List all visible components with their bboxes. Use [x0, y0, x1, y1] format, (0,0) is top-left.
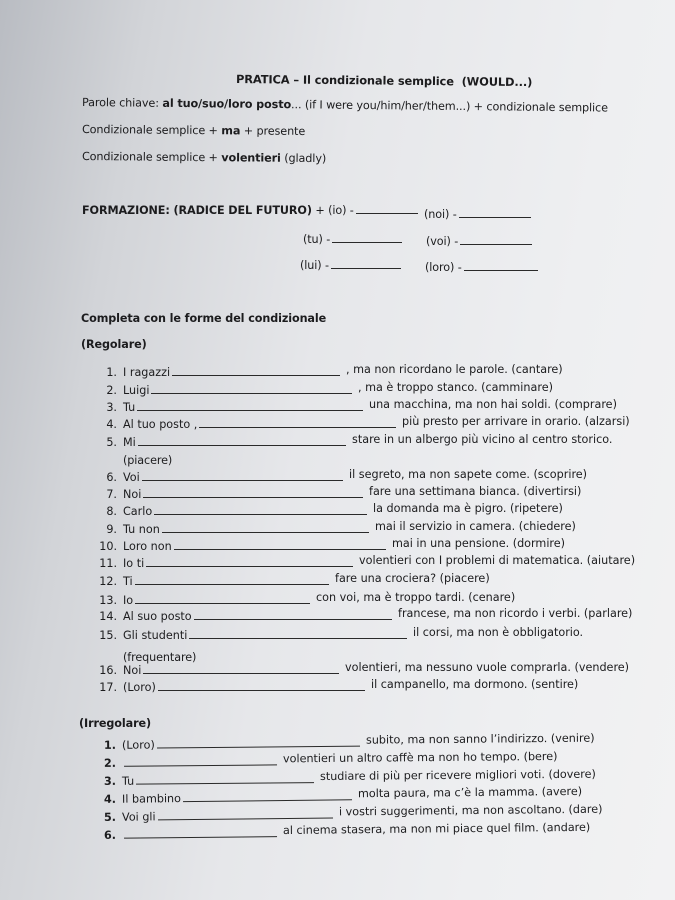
regolare-exercise-2 [95, 381, 675, 397]
exercise-number: 9. [106, 523, 117, 536]
exercise-tail: una macchina, ma non hai soldi. (comprare) [369, 398, 617, 411]
page-title [236, 73, 532, 89]
exercise-number: 13. [99, 594, 117, 607]
answer-blank[interactable] [136, 773, 314, 785]
exercise-lead: Luigi [123, 384, 150, 397]
regolare-exercise-7 [95, 485, 675, 501]
answer-blank[interactable] [172, 366, 340, 376]
exercise-lead: Tu [121, 774, 135, 788]
exercise-lead: Al suo posto [123, 610, 192, 623]
answer-blank[interactable] [158, 809, 333, 821]
formazione-lui [300, 259, 403, 272]
rule-ma-pre: Condizionale semplice + [81, 123, 218, 138]
formazione-voi [426, 235, 534, 248]
regolare-exercise-5 [95, 433, 675, 449]
exercise-tail: al cinema stasera, ma non mi piace quel film. (andare) [282, 820, 591, 838]
answer-blank[interactable] [189, 629, 407, 639]
exercise-lead: Mi [123, 436, 136, 449]
formazione-loro [425, 261, 540, 274]
exercise-lead: Noi [123, 664, 142, 677]
formazione-noi-label: (noi) - [424, 208, 457, 221]
exercise-number: 1. [106, 366, 117, 379]
answer-blank[interactable] [138, 436, 346, 446]
rule-ma-post: + presente [243, 124, 306, 138]
exercise-number: 12. [99, 575, 117, 588]
exercise-continuation: (piacere) [123, 454, 173, 467]
exercise-lead: I ragazzi [123, 366, 171, 379]
answer-blank[interactable] [154, 505, 367, 515]
blank-lui[interactable] [331, 259, 401, 269]
rule-volentieri-post: (gladly) [284, 151, 327, 166]
blank-io[interactable] [356, 204, 418, 214]
exercise-tail: , ma è troppo stanco. (camminare) [358, 381, 553, 394]
exercise-lead: Io [123, 594, 134, 607]
exercise-number: 16. [99, 664, 117, 677]
answer-blank[interactable] [143, 488, 363, 498]
exercise-lead: (Loro) [123, 681, 156, 694]
exercise-number: 1. [103, 738, 117, 752]
exercise-lead: Carlo [123, 505, 153, 518]
exercise-tail: subito, ma non sanno l’indirizzo. (venire) [365, 731, 595, 747]
exercise-tail: stare in un albergo più vicino al centro storico. [352, 433, 613, 446]
answer-blank[interactable] [137, 401, 363, 411]
exercise-lead: Voi [123, 471, 140, 484]
formazione-loro-label: (loro) - [425, 261, 462, 274]
answer-blank[interactable] [158, 681, 365, 691]
regolare-exercise-17 [95, 678, 675, 694]
keywords-bold: al tuo/suo/loro posto [162, 96, 292, 112]
answer-blank[interactable] [151, 384, 352, 394]
exercise-number: 3. [106, 401, 117, 414]
formazione-tu [303, 233, 404, 246]
answer-blank[interactable] [135, 575, 329, 585]
answer-blank[interactable] [124, 827, 277, 839]
exercise-number: 2. [106, 384, 117, 397]
exercise-lead: Al tuo posto , [123, 418, 198, 431]
exercise-number: 11. [99, 557, 117, 570]
title-suffix: (WOULD...) [461, 74, 533, 90]
exercise-number: 8. [106, 505, 117, 518]
regolare-exercise-11 [95, 554, 675, 570]
exercise-tail: francese, ma non ricordo i verbi. (parlare) [398, 607, 633, 620]
exercise-continuation: (frequentare) [123, 651, 197, 664]
regolare-exercise-16 [95, 661, 675, 677]
exercise-number: 5. [103, 810, 117, 824]
regolare-exercise-3 [95, 398, 675, 414]
answer-blank[interactable] [199, 418, 396, 428]
exercise-tail: il segreto, ma non sapete come. (scoprire) [349, 468, 588, 481]
exercise-lead: Noi [123, 488, 142, 501]
rule-volentieri-bold: volentieri [221, 151, 281, 165]
exercise-lead: Gli studenti [123, 629, 188, 642]
exercise-number: 15. [99, 629, 117, 642]
exercise-number: 6. [103, 828, 117, 842]
blank-tu[interactable] [332, 233, 402, 243]
answer-blank[interactable] [124, 755, 277, 766]
regolare-heading: (Regolare) [81, 338, 147, 351]
exercise-tail: la domanda ma è pigro. (ripetere) [373, 502, 563, 515]
exercise-lead: Ti [123, 575, 133, 588]
formazione-io: (io) - [328, 204, 354, 217]
rule-volentieri-pre: Condizionale semplice + [81, 150, 218, 165]
exercise-number: 17. [99, 681, 117, 694]
exercise-lead: Tu [123, 401, 136, 414]
answer-blank[interactable] [174, 540, 386, 550]
formazione-label: FORMAZIONE: (RADICE DEL FUTURO) [82, 204, 312, 217]
exercise-tail: molta paura, ma c’è la mamma. (avere) [357, 784, 583, 801]
blank-loro[interactable] [464, 261, 538, 271]
regolare-exercise-9 [95, 520, 675, 536]
exercise-tail: i vostri suggerimenti, ma non ascoltano. (dare) [338, 802, 603, 819]
exercise-tail: il campanello, ma dormono. (sentire) [371, 678, 579, 691]
irregolare-exercise-6 [94, 820, 675, 842]
exercise-number: 10. [99, 540, 117, 553]
exercise-tail: fare una crociera? (piacere) [335, 572, 490, 585]
regolare-exercise-13 [95, 591, 675, 607]
regolare-exercise-12 [95, 572, 675, 588]
exercise-tail: mai in una pensione. (dormire) [392, 537, 566, 550]
exercise-tail: mai il servizio in camera. (chiedere) [375, 520, 576, 533]
exercise-tail: , ma non ricordano le parole. (cantare) [346, 363, 563, 376]
exercise-number: 7. [106, 488, 117, 501]
instructions: Completa con le forme del condizionale [81, 312, 327, 325]
exercise-lead: Voi gli [121, 810, 156, 824]
irregolare-exercise-1 [94, 731, 675, 752]
exercise-lead: Tu non [123, 523, 160, 536]
regolare-exercise-8 [95, 502, 675, 518]
exercise-number: 5. [106, 436, 117, 449]
formazione-plus: + [315, 204, 325, 217]
regolare-exercise-6 [95, 468, 675, 484]
exercise-number: 4. [106, 418, 117, 431]
exercise-tail: più presto per arrivare in orario. (alzarsi) [402, 415, 630, 428]
regolare-exercise-15 [95, 626, 675, 642]
answer-blank[interactable] [157, 737, 360, 749]
formazione-voi-label: (voi) - [426, 235, 459, 248]
exercise-tail: volentieri un altro caffè ma non ho tempo. (bere) [282, 749, 558, 766]
exercise-tail: fare una settimana bianca. (divertirsi) [369, 485, 582, 498]
exercise-number: 6. [106, 471, 117, 484]
formazione-lui-label: (lui) - [300, 259, 329, 272]
exercise-number: 4. [103, 792, 117, 806]
answer-blank[interactable] [162, 523, 369, 533]
answer-blank[interactable] [183, 790, 352, 802]
answer-blank[interactable] [194, 610, 392, 620]
keywords-rest: ... (if I were you/him/her/them...) + condizionale semplice [290, 98, 608, 115]
blank-voi[interactable] [460, 235, 532, 245]
exercise-lead: Il bambino [121, 792, 182, 806]
formazione-row-1 [82, 204, 420, 217]
exercise-tail: con voi, ma è troppo tardi. (cenare) [316, 591, 516, 604]
answer-blank[interactable] [135, 594, 310, 604]
answer-blank[interactable] [146, 557, 353, 567]
irregolare-heading: (Irregolare) [79, 717, 151, 730]
irregolare-exercise-3 [94, 767, 675, 788]
rule-ma [82, 123, 305, 138]
formazione-noi [424, 208, 533, 221]
rule-volentieri [82, 150, 326, 165]
exercise-tail: il corsi, ma non è obbligatorio. [413, 626, 584, 639]
regolare-exercise-10 [95, 537, 675, 553]
regolare-exercise-1 [95, 363, 675, 379]
title-text: PRATICA – Il condizionale semplice [235, 72, 454, 89]
exercise-tail: volentieri con I problemi di matematica. (aiutare) [359, 554, 636, 567]
regolare-exercise-4 [95, 415, 675, 431]
exercise-tail: volentieri, ma nessuno vuole comprarla. (vendere) [345, 661, 630, 674]
rule-ma-bold: ma [221, 124, 241, 138]
exercise-lead: Loro non [123, 540, 172, 553]
exercise-number: 2. [103, 756, 117, 770]
exercise-lead: (Loro) [121, 738, 155, 752]
formazione-tu-label: (tu) - [303, 233, 331, 246]
regolare-exercise-14 [95, 607, 675, 623]
exercise-number: 3. [103, 774, 117, 788]
exercise-number: 14. [99, 610, 117, 623]
keywords-line [82, 96, 608, 115]
answer-blank[interactable] [142, 471, 343, 481]
blank-noi[interactable] [459, 208, 531, 218]
exercise-lead: Io ti [123, 557, 145, 570]
answer-blank[interactable] [143, 664, 339, 674]
keywords-label: Parole chiave: [81, 96, 160, 110]
exercise-tail: studiare di più per ricevere migliori voti. (dovere) [319, 767, 596, 784]
